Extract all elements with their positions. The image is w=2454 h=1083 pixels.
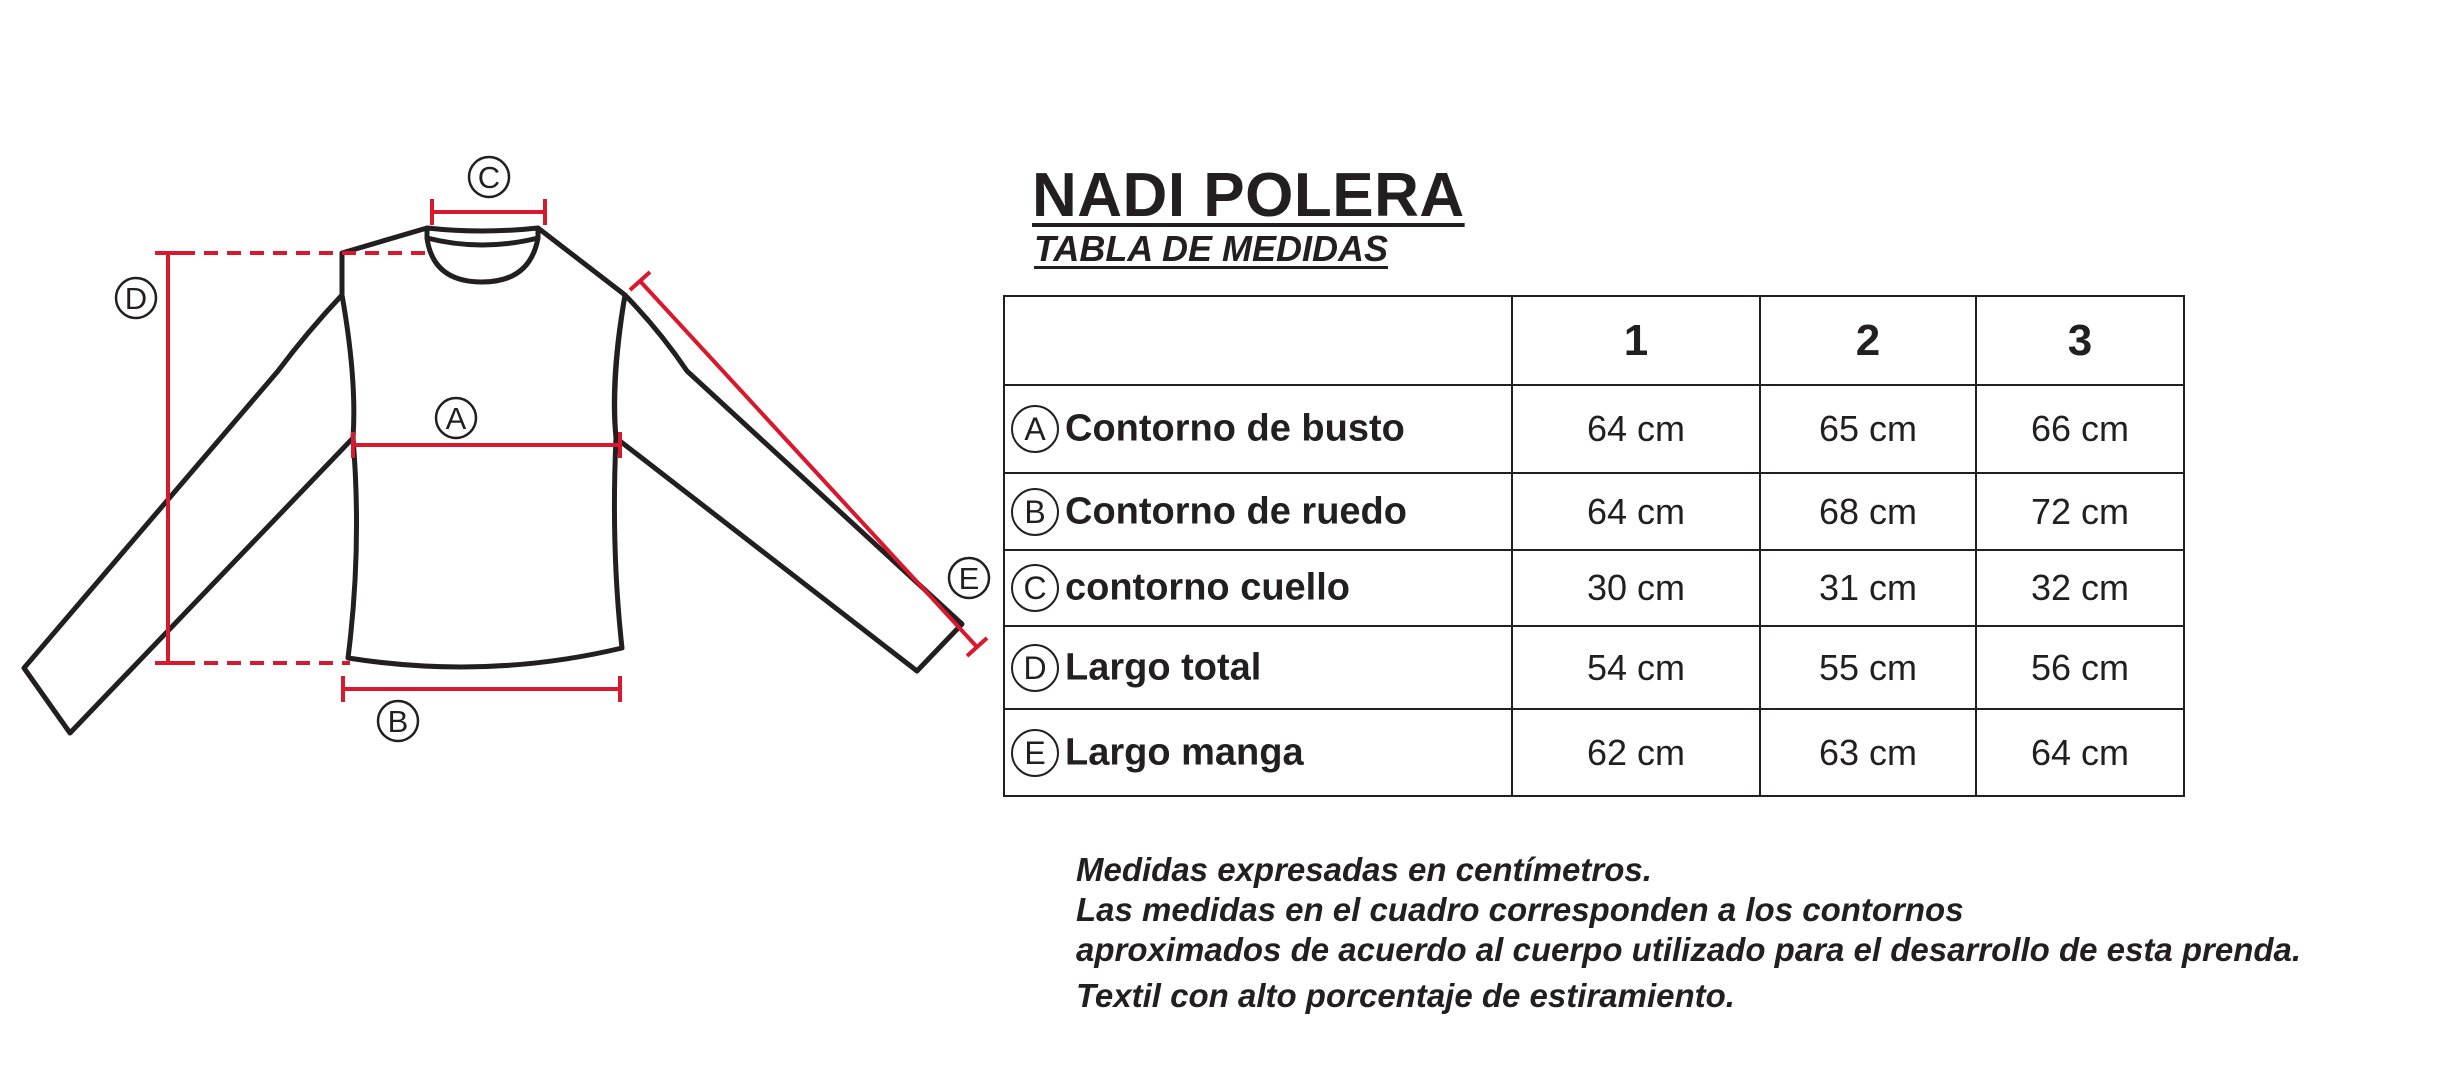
callout-c — [469, 157, 509, 197]
measure-value: 68 cm — [1760, 473, 1976, 550]
callout-d-letter: D — [124, 281, 148, 316]
note-line: Las medidas en el cuadro corresponden a los contornos — [1076, 891, 1964, 928]
measure-label-cell — [1004, 385, 1512, 473]
callout-b-letter: B — [387, 704, 409, 739]
measure-label: Largo total — [1065, 646, 1262, 688]
measure-a-bust — [353, 432, 620, 458]
size-header: 3 — [1976, 296, 2184, 385]
measure-value: 56 cm — [1976, 626, 2184, 709]
row-key-badge: C — [1011, 564, 1059, 612]
measure-b-hem — [343, 676, 620, 702]
callout-d — [116, 278, 156, 318]
row-key-badge: B — [1011, 488, 1059, 536]
note-line: aproximados de acuerdo al cuerpo utilizado para el desarrollo de esta prenda. — [1076, 931, 2302, 968]
measure-value: 65 cm — [1760, 385, 1976, 473]
note-line: Textil con alto porcentaje de estiramiento. — [1076, 977, 1735, 1014]
table-row — [1004, 626, 2184, 709]
measure-value: 64 cm — [1512, 385, 1760, 473]
measure-value: 63 cm — [1760, 709, 1976, 796]
note-line: Medidas expresadas en centímetros. — [1076, 851, 1652, 888]
measure-label-cell — [1004, 473, 1512, 550]
measure-label: contorno cuello — [1065, 566, 1350, 609]
collar-path — [427, 228, 538, 282]
measure-value: 30 cm — [1512, 550, 1760, 626]
measure-c-neck — [432, 199, 545, 225]
size-table — [1003, 295, 2185, 797]
table-header-row — [1004, 296, 2184, 385]
row-key-badge: A — [1011, 405, 1059, 453]
table-row — [1004, 473, 2184, 550]
callout-e — [949, 558, 989, 598]
notes-block — [1076, 850, 2301, 1016]
measure-label-cell — [1004, 709, 1512, 796]
size-header: 2 — [1760, 296, 1976, 385]
page-subtitle: TABLA DE MEDIDAS — [1034, 228, 1388, 269]
measure-label: Contorno de busto — [1065, 407, 1405, 450]
measure-value: 64 cm — [1976, 709, 2184, 796]
row-key-badge: E — [1011, 729, 1059, 777]
row-key-badge: D — [1011, 644, 1059, 692]
measure-value: 72 cm — [1976, 473, 2184, 550]
callout-e-letter: E — [958, 561, 980, 596]
measure-label: Contorno de ruedo — [1065, 490, 1407, 532]
measure-label-cell — [1004, 626, 1512, 709]
page-title: NADI POLERA — [1032, 161, 1465, 230]
callout-b — [378, 701, 418, 741]
table-row — [1004, 385, 2184, 473]
table-row — [1004, 709, 2184, 796]
measure-value: 54 cm — [1512, 626, 1760, 709]
measure-value: 31 cm — [1760, 550, 1976, 626]
header-empty-cell — [1004, 296, 1512, 385]
measure-value: 66 cm — [1976, 385, 2184, 473]
measure-value: 64 cm — [1512, 473, 1760, 550]
measure-e-sleeve — [630, 272, 987, 656]
measure-value: 62 cm — [1512, 709, 1760, 796]
measure-label-cell — [1004, 550, 1512, 626]
callout-c-letter: C — [477, 160, 501, 195]
measure-value: 55 cm — [1760, 626, 1976, 709]
measure-label: Largo manga — [1065, 731, 1304, 773]
callout-a-letter: A — [445, 401, 467, 436]
collar-opening-path — [427, 238, 538, 245]
callout-markers — [116, 157, 989, 741]
table-row — [1004, 550, 2184, 626]
size-header: 1 — [1512, 296, 1760, 385]
callout-a — [436, 398, 476, 438]
garment-diagram — [0, 0, 1010, 760]
measure-value: 32 cm — [1976, 550, 2184, 626]
